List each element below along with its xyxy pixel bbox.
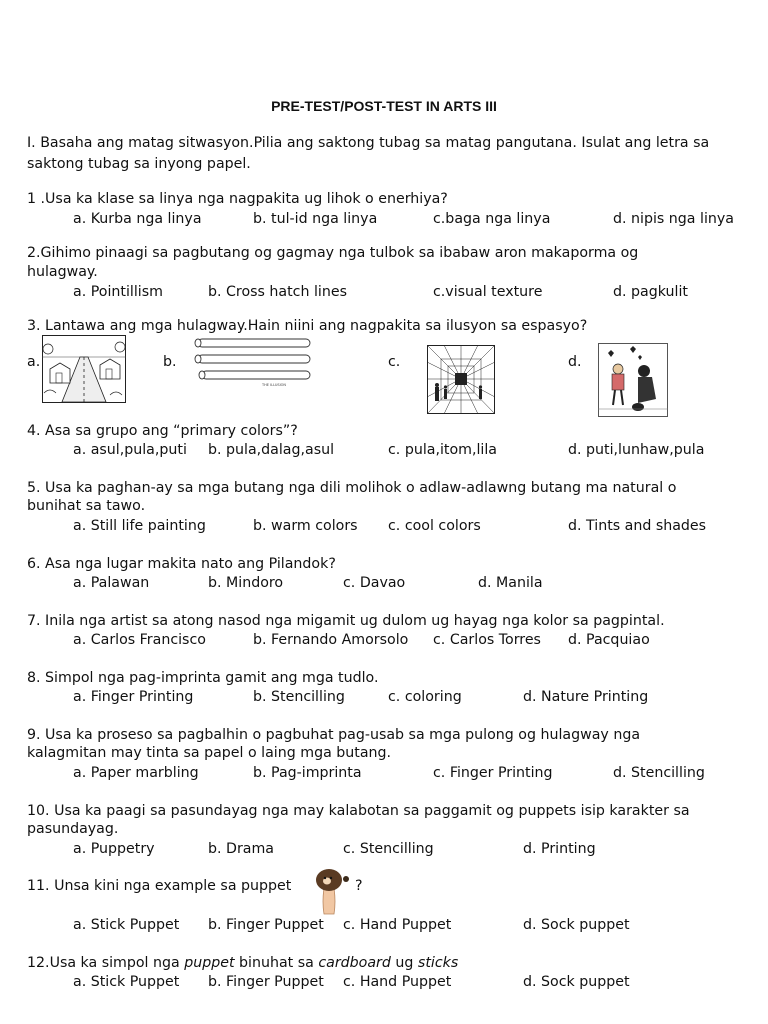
figures-illustration-image xyxy=(598,343,668,417)
option-b: b. xyxy=(163,354,177,370)
option-a: a. Paper marbling xyxy=(73,765,199,781)
instructions-line-2: saktong tubag sa inyong papel. xyxy=(27,156,251,172)
question-2-line-1: 2.Gihimo pinaagi sa pagbutang og gagmay nga tulbok sa ibabaw aron makaporma og xyxy=(27,245,639,261)
page-title: PRE-TEST/POST-TEST IN ARTS III xyxy=(271,98,497,114)
option-c: c. Carlos Torres xyxy=(433,632,541,648)
question-12 xyxy=(27,955,458,972)
question-11: 11. Unsa kini nga example sa puppet xyxy=(27,878,292,894)
option-c: c. cool colors xyxy=(388,518,481,534)
option-b: b. Fernando Amorsolo xyxy=(253,632,409,648)
option-b: b. Mindoro xyxy=(208,575,284,591)
option-c: c.visual texture xyxy=(433,284,543,300)
option-c: c. pula,itom,lila xyxy=(388,442,497,458)
question-6: 6. Asa nga lugar makita nato ang Pilandok? xyxy=(27,556,336,572)
option-b: b. Pag-imprinta xyxy=(253,765,362,781)
impossible-pipes-image xyxy=(190,337,316,387)
question-4-options xyxy=(0,441,768,459)
option-d: d. Printing xyxy=(523,841,596,857)
question-12-text-2: binuhat sa xyxy=(234,955,319,971)
finger-puppet-image xyxy=(310,866,350,916)
option-a: a. Stick Puppet xyxy=(73,917,180,933)
option-c: c.baga nga linya xyxy=(433,211,551,227)
question-7-options xyxy=(0,631,768,649)
question-9-line-1: 9. Usa ka proseso sa pagbalhin o pagbuhat pag-usab sa mga pulong og hulagway nga xyxy=(27,727,641,743)
option-d: d. Tints and shades xyxy=(568,518,707,534)
question-10-options xyxy=(0,840,768,858)
option-d: d. nipis nga linya xyxy=(613,211,734,227)
option-c: c. Hand Puppet xyxy=(343,974,452,990)
question-12-text-3: ug xyxy=(390,955,418,971)
question-1-options xyxy=(0,210,768,228)
option-a: a. Still life painting xyxy=(73,518,206,534)
option-a: a. Pointillism xyxy=(73,284,163,300)
question-5-line-2: bunihat sa tawo. xyxy=(27,498,146,514)
question-8: 8. Simpol nga pag-imprinta gamit ang mga tudlo. xyxy=(27,670,379,686)
question-10-line-2: pasundayag. xyxy=(27,821,119,837)
option-a: a. asul,pula,puti xyxy=(73,442,187,458)
option-b: b. Drama xyxy=(208,841,274,857)
question-12-options xyxy=(0,973,768,991)
option-c: c. coloring xyxy=(388,689,462,705)
question-9-line-2: kalagmitan may tinta sa papel o laing mga butang. xyxy=(27,745,392,761)
option-a: a. xyxy=(27,354,41,370)
option-b: b. Stencilling xyxy=(253,689,345,705)
question-2-options xyxy=(0,283,768,301)
question-12-italic-puppet: puppet xyxy=(184,955,235,971)
option-b: b. pula,dalag,asul xyxy=(208,442,335,458)
question-4: 4. Asa sa grupo ang “primary colors”? xyxy=(27,423,298,439)
option-a: a. Carlos Francisco xyxy=(73,632,206,648)
question-5-options xyxy=(0,517,768,535)
option-d: d. pagkulit xyxy=(613,284,688,300)
question-10-line-1: 10. Usa ka paagi sa pasundayag nga may kalabotan sa paggamit og puppets isip karakter sa xyxy=(27,803,690,819)
option-d: d. puti,lunhaw,pula xyxy=(568,442,705,458)
option-b: b. Finger Puppet xyxy=(208,917,324,933)
question-5-line-1: 5. Usa ka paghan-ay sa mga butang nga dili molihok o adlaw-adlawng butang ma natural o xyxy=(27,480,677,496)
option-a: a. Finger Printing xyxy=(73,689,194,705)
option-a: a. Stick Puppet xyxy=(73,974,180,990)
question-12-text-1: 12.Usa ka simpol nga xyxy=(27,955,185,971)
question-1: 1 .Usa ka klase sa linya nga nagpakita ug lihok o enerhiya? xyxy=(27,191,448,207)
option-d: d. Stencilling xyxy=(613,765,705,781)
option-a: a. Puppetry xyxy=(73,841,155,857)
image-caption: THE ILLUSION xyxy=(262,383,287,387)
option-d: d. Pacquiao xyxy=(568,632,650,648)
option-b: b. Finger Puppet xyxy=(208,974,324,990)
option-a: a. Palawan xyxy=(73,575,150,591)
question-6-options xyxy=(0,574,768,592)
option-d: d. Manila xyxy=(478,575,543,591)
option-b: b. warm colors xyxy=(253,518,358,534)
corridor-perspective-image xyxy=(427,345,495,414)
option-c: c. Finger Printing xyxy=(433,765,553,781)
question-3: 3. Lantawa ang mga hulagway.Hain niini ang nagpakita sa ilusyon sa espasyo? xyxy=(27,318,588,334)
question-8-options xyxy=(0,688,768,706)
question-11-options xyxy=(0,916,768,934)
option-c: c. xyxy=(388,354,401,370)
option-d: d. xyxy=(568,354,582,370)
option-d: d. Sock puppet xyxy=(523,917,630,933)
question-11-mark: ? xyxy=(355,878,363,894)
instructions-line-1: I. Basaha ang matag sitwasyon.Pilia ang saktong tubag sa matag pangutana. Isulat ang letra sa xyxy=(27,135,710,151)
question-9-options xyxy=(0,764,768,782)
option-d: d. Nature Printing xyxy=(523,689,649,705)
option-b: b. Cross hatch lines xyxy=(208,284,347,300)
question-7: 7. Inila nga artist sa atong nasod nga migamit ug dulom ug hayag nga kolor sa pagpintal. xyxy=(27,613,665,629)
question-12-italic-sticks: sticks xyxy=(417,955,459,971)
option-b: b. tul-id nga linya xyxy=(253,211,378,227)
road-perspective-image xyxy=(42,335,126,403)
question-2-line-2: hulagway. xyxy=(27,264,98,280)
option-c: c. Stencilling xyxy=(343,841,434,857)
option-d: d. Sock puppet xyxy=(523,974,630,990)
option-a: a. Kurba nga linya xyxy=(73,211,202,227)
question-12-italic-cardboard: cardboard xyxy=(318,955,391,971)
option-c: c. Hand Puppet xyxy=(343,917,452,933)
option-c: c. Davao xyxy=(343,575,406,591)
